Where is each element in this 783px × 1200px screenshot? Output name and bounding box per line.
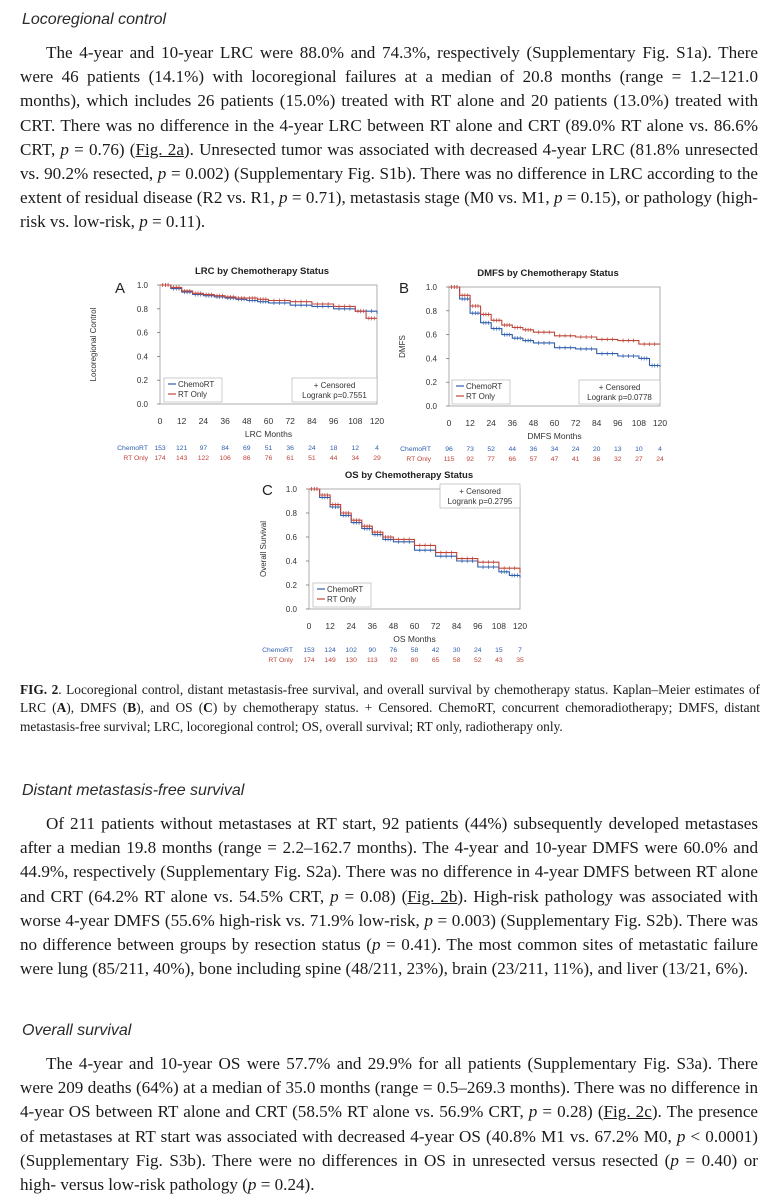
at-risk-rt-only: 113 bbox=[366, 657, 378, 664]
section-heading-dmfs: Distant metastasis-free survival bbox=[22, 782, 245, 799]
legend-label-chemort: ChemoRT bbox=[327, 585, 364, 594]
x-tick-label: 120 bbox=[512, 621, 528, 631]
y-tick-label: 0.6 bbox=[425, 330, 437, 340]
at-risk-rt-only: 92 bbox=[389, 657, 398, 664]
at-risk-chemort: 73 bbox=[466, 446, 474, 453]
km-panel-b bbox=[398, 268, 667, 463]
chart-title: OS by Chemotherapy Status bbox=[344, 470, 474, 481]
y-tick-label: 0.0 bbox=[136, 400, 148, 409]
at-risk-rt-only: 86 bbox=[243, 455, 251, 462]
panel-letter: C bbox=[262, 482, 273, 499]
censored-label: + Censored bbox=[313, 381, 356, 390]
at-risk-rt-only: 106 bbox=[219, 455, 231, 462]
x-tick-label: 72 bbox=[430, 621, 441, 631]
at-risk-rt-only: 66 bbox=[508, 456, 517, 463]
at-risk-chemort: 52 bbox=[487, 446, 495, 453]
at-risk-chemort: 51 bbox=[264, 445, 273, 452]
y-tick-label: 0.6 bbox=[285, 533, 297, 542]
x-tick-label: 12 bbox=[176, 416, 187, 426]
y-tick-label: 0.8 bbox=[136, 304, 148, 314]
legend-label-rt-only: RT Only bbox=[178, 390, 208, 399]
x-tick-label: 0 bbox=[306, 621, 312, 631]
y-tick-label: 0.0 bbox=[425, 402, 437, 411]
x-tick-label: 36 bbox=[220, 416, 230, 426]
at-risk-rt-only: 174 bbox=[303, 657, 315, 664]
x-tick-label: 12 bbox=[465, 418, 475, 428]
at-risk-chemort: 121 bbox=[176, 445, 188, 452]
at-risk-rt-only: 92 bbox=[466, 456, 474, 463]
x-tick-label: 108 bbox=[348, 416, 363, 426]
x-tick-label: 120 bbox=[652, 418, 668, 428]
at-risk-rt-only: 52 bbox=[474, 657, 482, 664]
at-risk-rt-only: 174 bbox=[154, 455, 166, 462]
at-risk-rt-only: 44 bbox=[329, 455, 338, 462]
logrank-label: Logrank p=0.7551 bbox=[302, 391, 367, 400]
x-tick-label: 48 bbox=[242, 416, 252, 426]
x-tick-label: 96 bbox=[613, 418, 623, 428]
at-risk-rt-only: 149 bbox=[324, 657, 336, 664]
at-risk-rt-only: 36 bbox=[592, 456, 601, 463]
at-risk-rt-only: 122 bbox=[197, 455, 210, 462]
x-tick-label: 24 bbox=[486, 418, 496, 428]
x-tick-label: 0 bbox=[446, 418, 452, 428]
y-tick-label: 0.8 bbox=[425, 306, 437, 316]
logrank-label: Logrank p=0.0778 bbox=[587, 393, 652, 402]
at-risk-chemort: 13 bbox=[614, 446, 622, 453]
at-risk-chemort: 44 bbox=[508, 446, 517, 453]
y-axis-label: Overall Survival bbox=[259, 520, 268, 578]
at-risk-chemort: 153 bbox=[303, 647, 315, 654]
paragraph-os: The 4-year and 10-year OS were 57.7% and 29.9% for all patients (Supplementary Fig. S3a). There were 209 deaths (64%) at a median of 35.0 months (range = 0.5–269.3 months). There was no difference in 4-year OS between RT alone and CRT (58.5% RT alone vs. 56.9% CRT, p = 0.28) (Fig. 2c). The presence of metastases at RT start was associated with decreased 4-year OS (40.8% M1 vs. 67.2% M0, p < 0.0001) (Supplementary Fig. S3b). There were no differences in OS in unresected versus resected (p = 0.40) or high- versus low-risk pathology (p = 0.24). bbox=[20, 1054, 759, 1195]
at-risk-chemort: 36 bbox=[286, 445, 294, 452]
km-panel-a bbox=[89, 266, 384, 462]
logrank-box bbox=[579, 380, 660, 404]
y-axis-label: DMFS bbox=[398, 335, 407, 358]
at-risk-rt-only: 24 bbox=[656, 456, 664, 463]
at-risk-chemort: 12 bbox=[351, 445, 360, 452]
at-risk-rt-only: 130 bbox=[345, 657, 357, 664]
at-risk-rt-only: 115 bbox=[443, 456, 455, 463]
y-tick-label: 0.6 bbox=[136, 328, 148, 338]
x-tick-label: 0 bbox=[157, 416, 163, 426]
section-heading-lrc: Locoregional control bbox=[22, 11, 167, 28]
at-risk-chemort: 10 bbox=[635, 446, 643, 453]
logrank-label: Logrank p=0.2795 bbox=[447, 497, 513, 506]
at-risk-chemort: 97 bbox=[199, 445, 208, 452]
fig-2a-link[interactable]: Fig. 2a bbox=[135, 139, 184, 159]
y-tick-label: 0.8 bbox=[285, 509, 297, 518]
at-risk-rt-only: 58 bbox=[452, 657, 461, 664]
at-risk-rt-only: 61 bbox=[286, 455, 294, 462]
x-axis-label: LRC Months bbox=[244, 429, 293, 439]
at-risk-name-chemort: ChemoRT bbox=[400, 446, 431, 453]
y-axis-label: Locoregional Control bbox=[89, 307, 98, 382]
censored-label: + Censored bbox=[598, 383, 641, 392]
at-risk-chemort: 124 bbox=[324, 647, 336, 654]
panel-letter: A bbox=[115, 280, 126, 297]
y-tick-label: 0.2 bbox=[285, 581, 297, 590]
at-risk-chemort: 76 bbox=[389, 647, 398, 654]
at-risk-rt-only: 65 bbox=[431, 657, 440, 664]
x-tick-label: 96 bbox=[328, 416, 339, 426]
at-risk-rt-only: 35 bbox=[516, 657, 524, 664]
at-risk-name-rt-only: RT Only bbox=[123, 455, 148, 462]
at-risk-chemort: 102 bbox=[345, 647, 357, 654]
at-risk-chemort: 15 bbox=[495, 647, 503, 654]
y-tick-label: 0.4 bbox=[425, 354, 437, 364]
at-risk-rt-only: 51 bbox=[308, 455, 316, 462]
x-axis-label: DMFS Months bbox=[527, 431, 582, 441]
chart-title: LRC by Chemotherapy Status bbox=[194, 266, 330, 277]
x-tick-label: 84 bbox=[307, 416, 317, 426]
at-risk-rt-only: 57 bbox=[529, 456, 538, 463]
chart-title: DMFS by Chemotherapy Status bbox=[477, 268, 619, 279]
at-risk-chemort: 90 bbox=[368, 647, 377, 654]
y-tick-label: 0.2 bbox=[425, 378, 437, 388]
at-risk-rt-only: 80 bbox=[410, 657, 419, 664]
at-risk-chemort: 4 bbox=[375, 445, 379, 452]
y-tick-label: 0.4 bbox=[285, 557, 297, 566]
x-tick-label: 48 bbox=[388, 621, 399, 631]
at-risk-chemort: 18 bbox=[329, 445, 338, 452]
at-risk-chemort: 36 bbox=[529, 446, 538, 453]
at-risk-chemort: 34 bbox=[550, 446, 559, 453]
x-tick-label: 72 bbox=[570, 418, 581, 428]
legend-label-rt-only: RT Only bbox=[466, 392, 496, 401]
panel-letter: B bbox=[399, 280, 410, 297]
at-risk-rt-only: 43 bbox=[495, 657, 503, 664]
x-tick-label: 36 bbox=[507, 418, 518, 428]
y-tick-label: 1.0 bbox=[136, 281, 148, 290]
at-risk-chemort: 7 bbox=[518, 647, 522, 654]
at-risk-rt-only: 34 bbox=[351, 455, 360, 462]
x-tick-label: 84 bbox=[451, 621, 462, 631]
paragraph-lrc: The 4-year and 10-year LRC were 88.0% and 74.3%, respectively (Supplementary Fig. S1a). There were 46 patients (14.1%) with locoregional failures at a median of 20.8 months (range = 1.2–121.0 months), which includes 26 patients (15.0%) treated with RT alone and 20 patients (13.0%) treated with CRT. There was no difference in the 4-year LRC between RT alone and CRT (89.0% RT alone vs. 86.6% CRT, p = 0.76) (Fig. 2a). Unresected tumor was associated with decreased 4-year LRC (81.8% unresected vs. 90.2% resected, p = 0.002) (Supplementary Fig. S1b). There was no difference in LRC according to the extent of residual disease (R2 vs. R1, p = 0.71), metastasis stage (M0 vs. M1, p = 0.15), or pathology (high-risk vs. low-risk, p = 0.11). bbox=[20, 43, 758, 232]
censored-label: + Censored bbox=[459, 487, 501, 496]
x-tick-label: 120 bbox=[369, 416, 385, 426]
fig-2c-link[interactable]: Fig. 2c bbox=[603, 1102, 652, 1122]
at-risk-rt-only: 76 bbox=[264, 455, 273, 462]
section-heading-os: Overall survival bbox=[22, 1022, 132, 1039]
at-risk-chemort: 153 bbox=[154, 445, 166, 452]
at-risk-chemort: 84 bbox=[221, 445, 229, 452]
at-risk-name-rt-only: RT Only bbox=[406, 456, 431, 463]
at-risk-rt-only: 32 bbox=[614, 456, 622, 463]
y-tick-label: 0.2 bbox=[136, 376, 148, 386]
at-risk-rt-only: 47 bbox=[550, 456, 559, 463]
y-tick-label: 1.0 bbox=[285, 485, 297, 494]
x-tick-label: 24 bbox=[346, 621, 356, 631]
at-risk-chemort: 30 bbox=[452, 647, 461, 654]
legend bbox=[164, 378, 222, 402]
at-risk-chemort: 58 bbox=[410, 647, 419, 654]
x-tick-label: 24 bbox=[198, 416, 209, 426]
x-axis-label: OS Months bbox=[393, 634, 436, 644]
x-tick-label: 12 bbox=[325, 621, 335, 631]
at-risk-chemort: 96 bbox=[445, 446, 453, 453]
at-risk-chemort: 24 bbox=[474, 647, 482, 654]
km-panel-c bbox=[259, 470, 527, 664]
at-risk-rt-only: 27 bbox=[635, 456, 643, 463]
legend bbox=[452, 380, 510, 404]
at-risk-rt-only: 41 bbox=[571, 456, 580, 463]
legend bbox=[313, 583, 371, 607]
fig-2b-link[interactable]: Fig. 2b bbox=[407, 886, 458, 906]
at-risk-name-chemort: ChemoRT bbox=[262, 647, 293, 654]
at-risk-name-chemort: ChemoRT bbox=[117, 445, 148, 452]
at-risk-chemort: 69 bbox=[243, 445, 251, 452]
y-tick-label: 1.0 bbox=[425, 283, 437, 292]
x-tick-label: 60 bbox=[263, 416, 274, 426]
at-risk-chemort: 20 bbox=[592, 446, 601, 453]
x-tick-label: 60 bbox=[409, 621, 420, 631]
x-tick-label: 108 bbox=[491, 621, 506, 631]
at-risk-rt-only: 29 bbox=[373, 455, 381, 462]
x-tick-label: 72 bbox=[285, 416, 295, 426]
logrank-box bbox=[440, 484, 520, 508]
figure-caption: FIG. 2. Locoregional control, distant metastasis-free survival, and overall survival by chemotherapy status. Kaplan–Meier estimates of LRC (A), DMFS (B), and OS (C) by chemotherapy status. + Censored. ChemoRT, concurrent chemoradiotherapy; DMFS, distant metastasis-free survival; LRC, locoregional control; OS, overall survival; RT only, radiotherapy only. bbox=[20, 682, 761, 734]
paragraph-dmfs: Of 211 patients without metastases at RT start, 92 patients (44%) subsequently developed metastases after a median 19.8 months (range = 2.2–162.7 months). The 4-year and 10-year DMFS were 60.0% and 44.9%, respectively (Supplementary Fig. S2a). There was no difference in 4-year DMFS between RT alone and CRT (64.2% RT alone vs. 54.5% CRT, p = 0.08) (Fig. 2b). High-risk pathology was associated with worse 4-year DMFS (55.6% high-risk vs. 71.9% low-risk, p = 0.003) (Supplementary Fig. S2b). There was no difference between groups by resection status (p = 0.41). The most common sites of metastatic failure were lung (85/211, 40%), bone including spine (48/211, 23%), brain (23/211, 11%), and liver (13/21, 6%). bbox=[20, 814, 759, 979]
at-risk-rt-only: 143 bbox=[176, 455, 188, 462]
y-tick-label: 0.4 bbox=[136, 352, 148, 362]
at-risk-chemort: 42 bbox=[431, 647, 440, 654]
legend-label-rt-only: RT Only bbox=[327, 595, 357, 604]
x-tick-label: 96 bbox=[473, 621, 483, 631]
at-risk-chemort: 24 bbox=[308, 445, 316, 452]
logrank-box bbox=[292, 378, 377, 402]
x-tick-label: 108 bbox=[631, 418, 646, 428]
at-risk-chemort: 4 bbox=[658, 446, 662, 453]
legend-label-chemort: ChemoRT bbox=[466, 382, 503, 391]
y-tick-label: 0.0 bbox=[285, 605, 297, 614]
x-tick-label: 84 bbox=[591, 418, 602, 428]
at-risk-name-rt-only: RT Only bbox=[268, 657, 293, 664]
x-tick-label: 60 bbox=[549, 418, 560, 428]
x-tick-label: 36 bbox=[367, 621, 378, 631]
x-tick-label: 48 bbox=[528, 418, 539, 428]
at-risk-chemort: 24 bbox=[571, 446, 580, 453]
legend-label-chemort: ChemoRT bbox=[178, 380, 215, 389]
at-risk-rt-only: 77 bbox=[487, 456, 495, 463]
